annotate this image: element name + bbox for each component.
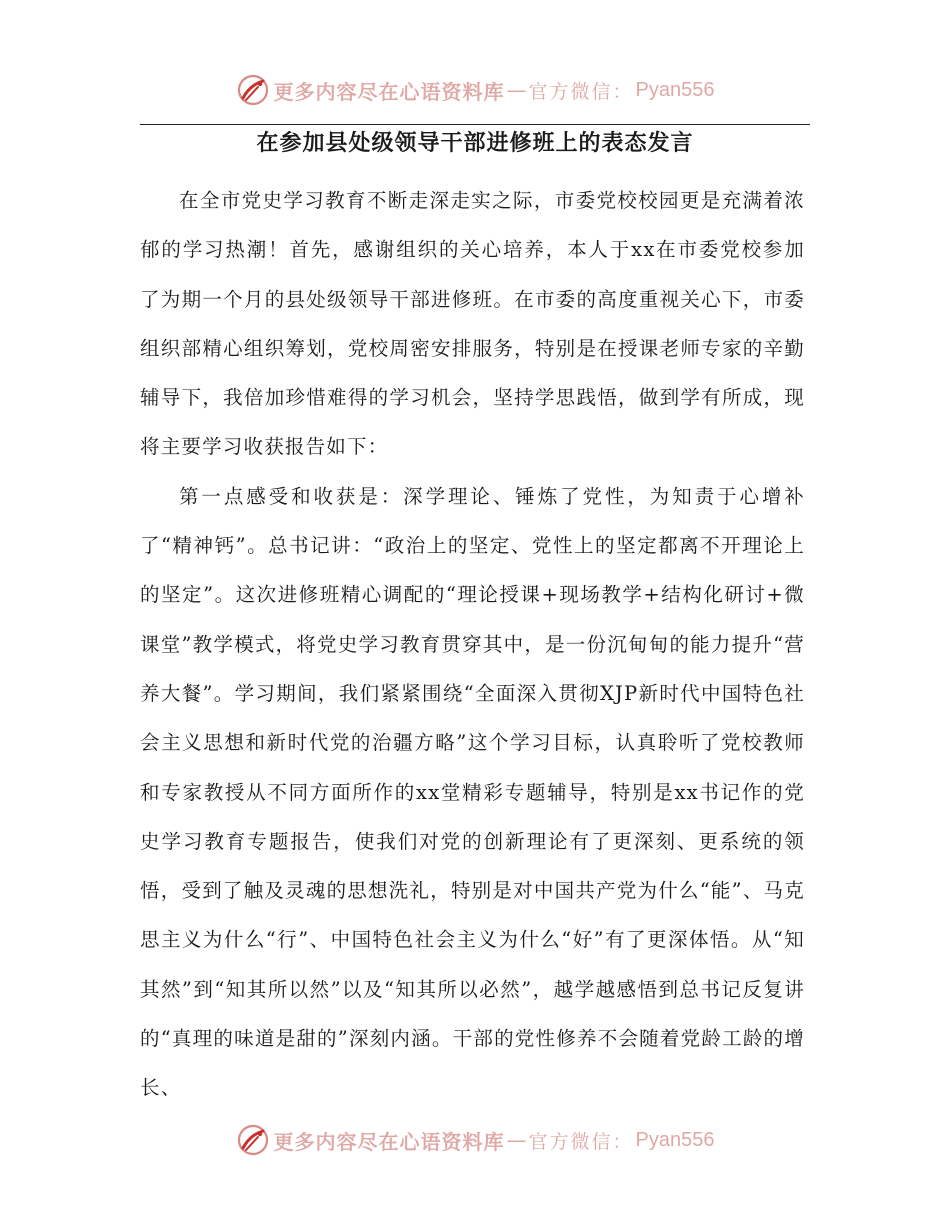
banner-text: 更多内容尽在心语资料库 xyxy=(273,1129,505,1154)
banner-separator: — xyxy=(506,78,527,102)
header-watermark-banner xyxy=(0,70,950,110)
banner-wechat-id: Pyan556 xyxy=(635,78,715,101)
paragraph-1: 在全市党史学习教育不断走深走实之际，市委党校校园更是充满着浓郁的学习热潮！首先，感谢组织的关心培养，本人于xx在市委党校参加了为期一个月的县处级领导干部进修班。在市委的高度重视关心下，市委组织部精心组织筹划，党校周密安排服务，特别是在授课老师专家的辛勤辅导下，我倍加珍惜难得的学习机会，坚持学思践悟，做到学有所成，现将主要学习收获报告如下： xyxy=(140,189,805,459)
banner-separator: — xyxy=(506,1128,527,1152)
pen-logo-icon xyxy=(236,1123,270,1157)
document-body xyxy=(140,176,805,1113)
banner-wechat-id: Pyan556 xyxy=(635,1128,715,1151)
banner-wechat-label: 官方微信： xyxy=(528,1130,634,1153)
banner-text: 更多内容尽在心语资料库 xyxy=(273,79,505,104)
banner-wechat-label: 官方微信： xyxy=(528,80,634,103)
footer-watermark-banner xyxy=(0,1120,950,1160)
header-rule xyxy=(140,124,810,125)
document-title: 在参加县处级领导干部进修班上的表态发言 xyxy=(256,130,694,156)
paragraph-2: 第一点感受和收获是：深学理论、锤炼了党性，为知责于心增补了“精神钙”。总书记讲：“政治上的坚定、党性上的坚定都离不开理论上的坚定”。这次进修班精心调配的“理论授课+现场教学+结构化研讨+微课堂”教学模式，将党史学习教育贯穿其中，是一份沉甸甸的能力提升“营养大餐”。学习期间，我们紧紧围绕“全面深入贯彻XJP新时代中国特色社会主义思想和新时代党的治疆方略”这个学习目标，认真聆听了党校教师和专家教授从不同方面所作的xx堂精彩专题辅导，特别是xx书记作的党史学习教育专题报告，使我们对党的创新理论有了更深刻、更系统的领悟，受到了触及灵魂的思想洗礼，特别是对中国共产党为什么“能”、马克思主义为什么“行”、中国特色社会主义为什么“好”有了更深体悟。从“知其然”到“知其所以然”以及“知其所以必然”，越学越感悟到总书记反复讲的“真理的味道是甜的”深刻内涵。干部的党性修养不会随着党龄工龄的增长、 xyxy=(140,484,805,1100)
pen-logo-icon xyxy=(236,73,270,107)
